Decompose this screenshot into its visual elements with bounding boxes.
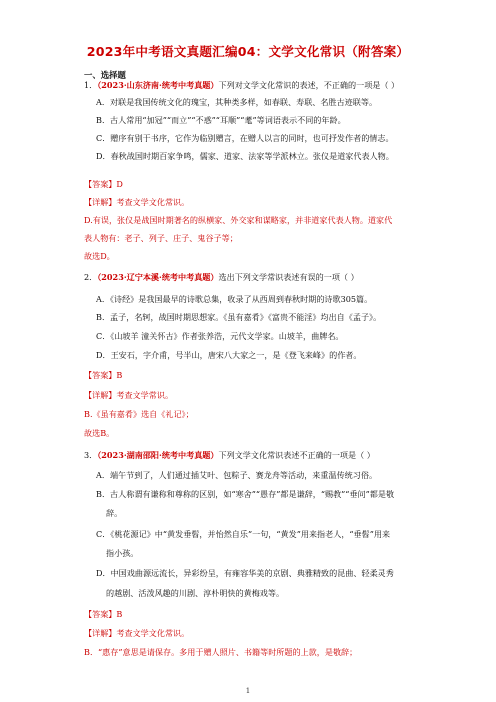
question-1-option-d: D．春秋战国时期百家争鸣，儒家、道家、法家等学派林立。张仪是道家代表人物。 [96, 151, 394, 161]
question-3-option-a: A．端午节到了，人们通过插艾叶、包粽子、赛龙舟等活动，来重温传统习俗。 [96, 470, 378, 480]
question-2-answer: 【答案】B [84, 370, 123, 380]
question-3-option-c-line-1: C．《桃花源记》中“黄发垂髫，并怡然自乐”一句，“黄发”用来指老人，“垂髫”用来 [96, 529, 391, 539]
question-1-number: 1． [84, 80, 98, 90]
question-2-text: 选出下列文学常识表述有误的一项（ ） [218, 272, 359, 282]
question-3-option-c-line-2: 指小孩。 [106, 548, 139, 558]
question-2-option-d: D．王安石，字介甫，号半山，唐宋八大家之一，是《登飞来峰》的作者。 [96, 350, 362, 360]
question-3-answer: 【答案】B [84, 609, 123, 619]
question-2-option-c: C．《山坡羊 潼关怀古》作者张养浩，元代文学家。山坡羊，曲牌名。 [96, 331, 344, 341]
question-2-analysis-line-1: B.《虽有嘉肴》选自《礼记》； [84, 409, 194, 419]
question-3-option-d-line-2: 的越剧、活泼风趣的川剧、淳朴明快的黄梅戏等。 [106, 588, 285, 598]
question-3-option-b-line-2: 辞。 [106, 508, 123, 518]
question-2-stem [84, 272, 359, 282]
question-1-stem [84, 80, 399, 90]
page-number: 1 [245, 687, 251, 695]
question-3-option-b-line-1: B．古人称谓有谦称和尊称的区别，如“寒舍”“愚存”都是谦辞，“赐教”“垂问”都是敬 [96, 489, 395, 499]
question-3-source: （2023·湖南邵阳·统考中考真题） [97, 450, 219, 460]
question-3-option-d-line-1: D．中国戏曲源远流长，异彩纷呈，有雍容华美的京剧、典雅精致的昆曲、轻柔灵秀 [96, 568, 394, 578]
question-1-source: （2023·山东济南·统考中考真题） [97, 80, 219, 90]
question-3-detail: 【详解】考查文学文化常识。 [84, 628, 190, 638]
question-1-option-c: C．赠序有别于书序，它作为临别赠言，在赠人以言的同时，也可抒发作者的情志。 [96, 133, 394, 143]
question-3-number: 3． [84, 450, 98, 460]
question-1-detail: 【详解】考查文学文化常识。 [84, 197, 190, 207]
question-2-source: （2023·辽宁本溪·统考中考真题） [97, 272, 219, 282]
question-1-conclusion: 故选D。 [84, 251, 115, 261]
question-2-option-a: A．《诗经》是我国最早的诗歌总集，收录了从西周到春秋时期的诗歌305篇。 [96, 294, 373, 304]
question-1-option-b: B．古人常用“加冠”“而立”“不惑”“耳顺”“耄”等词语表示不同的年龄。 [96, 115, 346, 125]
question-1-analysis-line-2: 表人物有：老子、列子、庄子、鬼谷子等； [84, 233, 238, 243]
document-title: 2023年中考语文真题汇编04：文学文化常识（附答案） [86, 44, 410, 59]
question-1-text: 下列对文学文化常识的表述，不正确的一项是（ ） [218, 80, 400, 90]
question-2-number: 2． [84, 272, 98, 282]
question-3-analysis-line-1: B．“惠存”意思是请保存。多用于赠人照片、书籍等时所题的上款，是敬辞； [84, 647, 358, 657]
question-1-analysis-line-1: D.有误，张仪是战国时期著名的纵横家、外交家和谋略家，并非道家代表人物。道家代 [84, 215, 393, 225]
question-3-stem [84, 450, 375, 460]
question-3-text: 下列文学文化常识表述不正确的一项是（ ） [218, 450, 375, 460]
question-2-detail: 【详解】考查文学常识。 [84, 390, 174, 400]
question-2-option-b: B．孟子，名轲，战国时期思想家。《虽有嘉肴》《富贵不能淫》均出自《孟子》。 [96, 312, 382, 322]
question-1-answer: 【答案】D [84, 179, 123, 189]
section-heading: 一、选择题 [84, 70, 126, 80]
question-2-conclusion: 故选B。 [84, 428, 115, 438]
question-1-option-a: A．对联是我国传统文化的瑰宝，其种类多样，如春联、寿联、名胜古迹联等。 [96, 97, 378, 107]
